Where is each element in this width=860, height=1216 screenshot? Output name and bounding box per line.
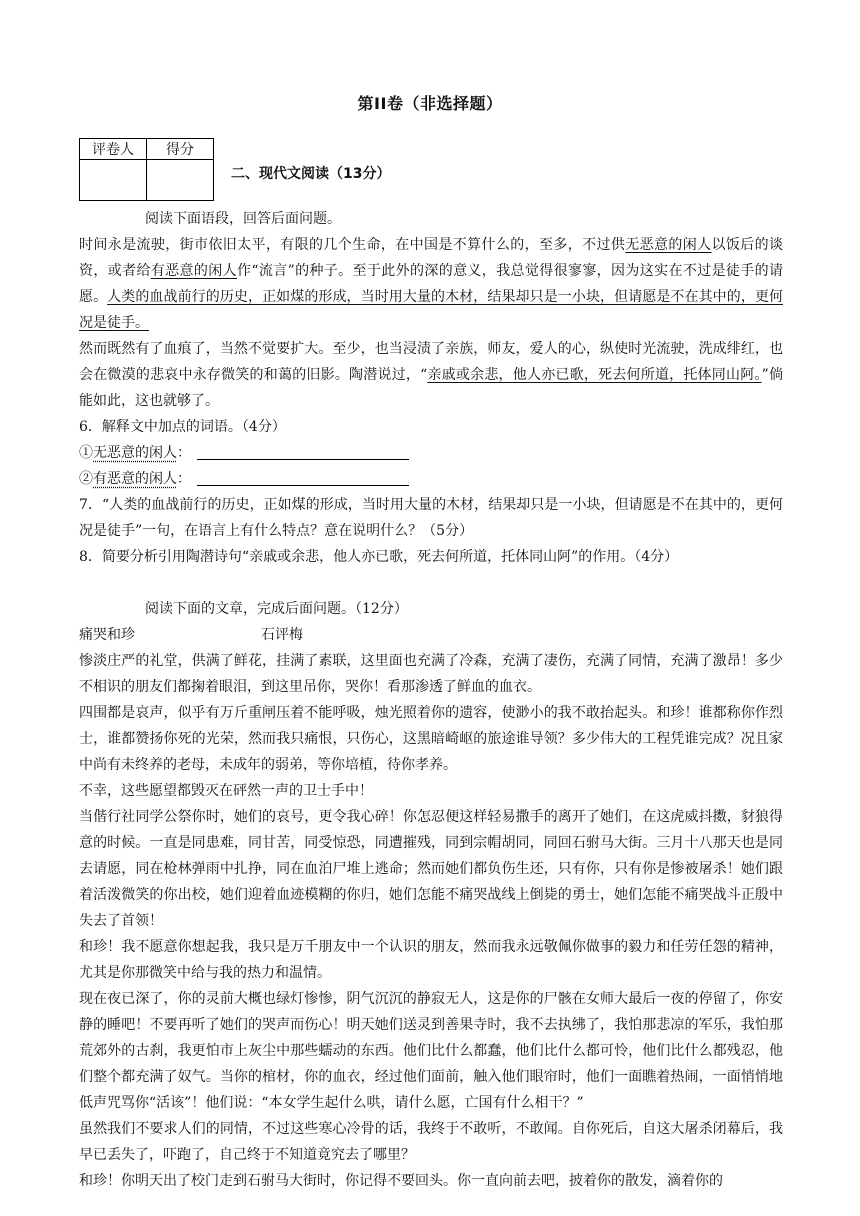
score-cell: [147, 160, 214, 201]
article-paragraph: 惨淡庄严的礼堂，供满了鲜花，挂满了素联，这里面也充满了冷森，充满了凄伤，充满了同情，充满了激昂！多少不相识的朋友们都掬着眼泪，到这里吊你，哭你！看那渗透了鲜血的血衣。: [79, 653, 783, 695]
question-6: 6．解释文中加点的词语。（4分）: [79, 419, 286, 435]
grader-cell: [80, 160, 147, 201]
article-header: [79, 622, 783, 648]
reading1-paragraph-2: [79, 336, 783, 414]
score-header: 得分: [147, 139, 214, 160]
text-run: 作“流言”的种子。至于此外的深的意义，我总觉得很寥寥，因为这实在不过是徒手的请愿。: [79, 263, 784, 305]
part-title: 第II卷（非选择题）: [357, 94, 503, 113]
colon: ：: [177, 445, 191, 461]
text-run: ”倘能如此，这也就够了。: [79, 367, 783, 409]
underlined-phrase: 有恶意的闲人: [150, 263, 237, 279]
section-heading: 二、现代文阅读（13分）: [231, 166, 391, 182]
item-number: ①: [79, 445, 93, 461]
article-title: 痛哭和珍: [79, 627, 135, 643]
reading1-instruction: 阅读下面语段，回答后面问题。: [145, 211, 341, 227]
article-paragraph: 四围都是哀声，似乎有万斤重闸压着不能呼吸，烛光照着你的遗容，使渺小的我不敢抬起头。和珍！谁都称你作烈士，谁都赞扬你死的光荣，然而我只痛恨，只伤心，这黑暗崎岖的旅途谁导领？多少伟大的工程凭谁完成？况且家中尚有未终养的老母，未成年的弱弟，等你培植，待你孝养。: [79, 705, 783, 773]
dotted-term: 有恶意的闲人: [93, 471, 177, 487]
grader-header: 评卷人: [80, 139, 147, 160]
question-6-item-1: [79, 440, 783, 466]
article-paragraph: 和珍！我不愿意你想起我，我只是万千朋友中一个认识的朋友，然而我永远敬佩你做事的毅力和任劳任怨的精神，尤其是你那微笑中给与我的热力和温情。: [79, 939, 783, 981]
reading2-instruction: 阅读下面的文章，完成后面问题。（12分）: [145, 601, 408, 617]
article-paragraph: 现在夜已深了，你的灵前大概也绿灯惨惨，阴气沉沉的静寂无人，这是你的尸骸在女师大最后一夜的停留了，你安静的睡吧！不要再听了她们的哭声而伤心！明天她们送灵到善果寺时，我不去执绋了，我怕那悲凉的军乐，我怕那荒郊外的古刹，我更怕市上灰尘中那些蠕动的东西。他们比什么都蠢，他们比什么都可怜，他们比什么都残忍，他们整个都充满了奴气。当你的棺材，你的血衣，经过他们面前，触入他们眼帘时，他们一面瞧着热闹，一面悄悄地低声咒骂你“活该”！他们说：“本女学生起什么哄，请什么愿，亡国有什么相干？”: [79, 991, 783, 1111]
article-paragraph: 当偕行社同学公祭你时，她们的哀号，更令我心碎！你怎忍便这样轻易撒手的离开了她们，在这虎威抖擞，豺狼得意的时候。一直是同患难，同甘苦，同受惊恐，同遭摧残，同到宗帽胡同，同回石驸马大街。三月十八那天也是同去请愿，同在枪林弹雨中扎挣，同在血泊尸堆上逃命；然而她们都负伤生还，只有你，只有你是惨被屠杀！她们跟着活泼微笑的你出校，她们迎着血迹模糊的你归，她们怎能不痛哭战线上倒毙的勇士，她们怎能不痛哭战斗正殷中失去了首领！: [79, 809, 783, 929]
article-paragraph: 虽然我们不要求人们的同情，不过这些寒心冷骨的话，我终于不敢听，不敢闻。自你死后，自这大屠杀闭幕后，我早已丢失了，吓跑了，自己终于不知道竟究去了哪里？: [79, 1121, 783, 1163]
question-7: 7．“人类的血战前行的历史，正如煤的形成，当时用大量的木材，结果却只是一小块，但请愿是不在其中的，更何况是徒手”一句，在语言上有什么特点？意在说明什么？（5分）: [79, 497, 783, 539]
question-6-item-2: [79, 466, 783, 492]
text-run: 然而既然有了血痕了，当然不觉要扩大。至少，也当浸渍了亲族，师友，爱人的心，纵使时光流驶，洗成绯红，也会在微漠的悲哀中永存微笑的和蔼的旧影。陶潜说过，“: [79, 341, 783, 383]
article-author: 石评梅: [261, 627, 303, 643]
item-number: ②: [79, 471, 93, 487]
spacer: [79, 570, 783, 596]
question-8: 8．简要分析引用陶潜诗句“亲戚或余悲，他人亦已歌，死去何所道，托体同山阿”的作用。（4分）: [79, 549, 679, 565]
score-table: [79, 138, 214, 201]
dotted-term: 无恶意的闲人: [93, 445, 177, 461]
underlined-sentence: 人类的血战前行的历史，正如煤的形成，当时用大量的木材，结果却只是一小块，但请愿是不在其中的，更何况是徒手。: [79, 289, 784, 331]
colon: ：: [177, 471, 191, 487]
article-paragraph: 不幸，这些愿望都毁灭在砰然一声的卫士手中！: [79, 783, 373, 799]
article-paragraph: 和珍！你明天出了校门走到石驸马大街时，你记得不要回头。你一直向前去吧，披着你的散发，滴着你的: [79, 1173, 723, 1189]
underlined-quote: 亲戚或余悲，他人亦已歌，死去何所道，托体同山阿。: [427, 367, 762, 383]
answer-blank[interactable]: [197, 443, 409, 460]
text-run: 时间永是流驶，街市依旧太平，有限的几个生命，在中国是不算什么的，至多，不过供: [79, 237, 626, 253]
text-run: 以饭后的谈资，或者给: [79, 237, 783, 279]
exam-body: [79, 206, 783, 1194]
underlined-phrase: 无恶意的闲人: [625, 237, 712, 253]
reading1-paragraph-1: [79, 232, 783, 336]
answer-blank[interactable]: [197, 469, 409, 486]
